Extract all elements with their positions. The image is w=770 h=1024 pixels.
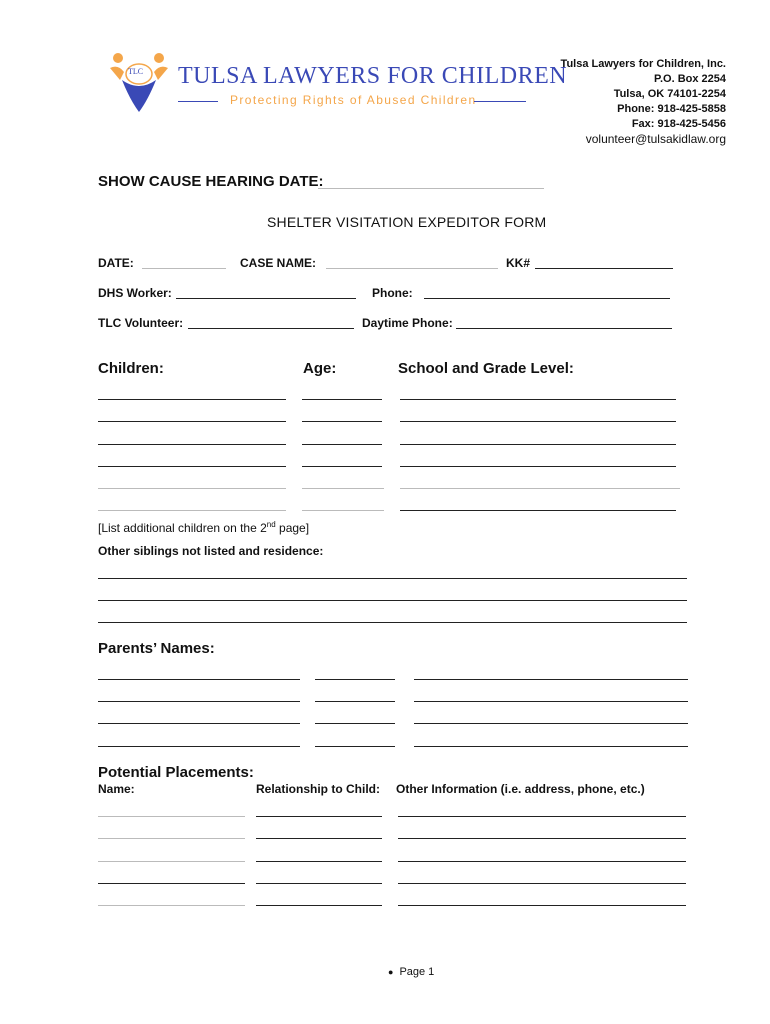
case-name-field[interactable] xyxy=(326,268,498,269)
address-email: volunteer@tulsakidlaw.org xyxy=(585,132,726,146)
child-name-field[interactable] xyxy=(98,466,286,467)
child-school-field[interactable] xyxy=(400,399,676,400)
child-name-field[interactable] xyxy=(98,399,286,400)
note-sup: nd xyxy=(266,520,276,529)
placement-other-field[interactable] xyxy=(398,905,686,906)
logo xyxy=(104,50,568,120)
daytime-phone-field[interactable] xyxy=(456,328,672,329)
phone-label: Phone: xyxy=(372,286,413,300)
placement-relationship-field[interactable] xyxy=(256,816,382,817)
child-age-field[interactable] xyxy=(302,466,382,467)
child-name-field[interactable] xyxy=(98,444,286,445)
parent-name-field[interactable] xyxy=(98,746,300,747)
school-column-header: School and Grade Level: xyxy=(398,360,574,377)
siblings-field[interactable] xyxy=(98,622,687,623)
placement-name-field[interactable] xyxy=(98,883,245,884)
phone-field[interactable] xyxy=(424,298,670,299)
placement-name-field[interactable] xyxy=(98,838,245,839)
placement-relationship-field[interactable] xyxy=(256,838,382,839)
placements-heading: Potential Placements: xyxy=(98,764,254,781)
child-name-field[interactable] xyxy=(98,510,286,511)
date-field[interactable] xyxy=(142,268,226,269)
note-prefix: [List additional children on the 2 xyxy=(98,521,267,535)
other-siblings-label: Other siblings not listed and residence: xyxy=(98,544,324,558)
dhs-worker-field[interactable] xyxy=(176,298,356,299)
parent-info-field[interactable] xyxy=(414,723,688,724)
siblings-field[interactable] xyxy=(98,600,687,601)
show-cause-label: SHOW CAUSE HEARING DATE: xyxy=(98,173,324,190)
child-age-field[interactable] xyxy=(302,421,382,422)
address-fax: Fax: 918-425-5456 xyxy=(631,118,726,130)
kk-field[interactable] xyxy=(535,268,673,269)
dhs-worker-label: DHS Worker: xyxy=(98,286,172,300)
placement-relationship-field[interactable] xyxy=(256,883,382,884)
parent-mid-field[interactable] xyxy=(315,679,395,680)
placement-name-field[interactable] xyxy=(98,905,245,906)
additional-children-note xyxy=(98,520,309,535)
placement-other-field[interactable] xyxy=(398,838,686,839)
logo-figure-icon xyxy=(104,50,176,118)
parent-info-field[interactable] xyxy=(414,679,688,680)
placement-other-column-header: Other Information (i.e. address, phone, etc.) xyxy=(396,782,645,796)
address-phone: Phone: 918-425-5858 xyxy=(617,103,726,115)
note-suffix: page] xyxy=(275,521,310,535)
tlc-volunteer-label: TLC Volunteer: xyxy=(98,316,184,330)
placement-other-field[interactable] xyxy=(398,861,686,862)
kk-label: KK# xyxy=(506,256,531,270)
child-name-field[interactable] xyxy=(98,421,286,422)
parent-mid-field[interactable] xyxy=(315,746,395,747)
child-school-field[interactable] xyxy=(400,510,676,511)
daytime-phone-label: Daytime Phone: xyxy=(362,316,453,330)
placement-other-field[interactable] xyxy=(398,816,686,817)
date-label: DATE: xyxy=(98,256,134,270)
bullet-icon: ● xyxy=(388,967,394,977)
child-age-field[interactable] xyxy=(302,510,384,511)
logo-tlc-mark: TLC xyxy=(128,67,144,76)
child-name-field[interactable] xyxy=(98,488,286,489)
address-po-box: P.O. Box 2254 xyxy=(654,73,726,85)
page-number: Page 1 xyxy=(399,966,435,978)
placement-name-field[interactable] xyxy=(98,861,245,862)
logo-tagline: Protecting Rights of Abused Children xyxy=(230,93,477,107)
placement-name-field[interactable] xyxy=(98,816,245,817)
placement-relationship-column-header: Relationship to Child: xyxy=(256,782,380,796)
show-cause-field[interactable] xyxy=(318,188,544,189)
parent-name-field[interactable] xyxy=(98,723,300,724)
address-city: Tulsa, OK 74101-2254 xyxy=(613,88,726,100)
child-age-field[interactable] xyxy=(302,444,382,445)
logo-org-name: TULSA LAWYERS FOR CHILDREN xyxy=(178,63,568,89)
siblings-field[interactable] xyxy=(98,578,687,579)
parent-name-field[interactable] xyxy=(98,701,300,702)
page-footer xyxy=(388,966,434,978)
child-school-field[interactable] xyxy=(400,466,676,467)
child-school-field[interactable] xyxy=(400,444,676,445)
address-block xyxy=(561,57,726,147)
child-school-field[interactable] xyxy=(400,421,676,422)
placement-relationship-field[interactable] xyxy=(256,861,382,862)
parents-heading: Parents’ Names: xyxy=(98,640,215,657)
child-age-field[interactable] xyxy=(302,488,384,489)
placement-relationship-field[interactable] xyxy=(256,905,382,906)
logo-tagline-line-right xyxy=(474,101,526,102)
children-column-header: Children: xyxy=(98,360,164,377)
placement-other-field[interactable] xyxy=(398,883,686,884)
parent-mid-field[interactable] xyxy=(315,701,395,702)
form-title: SHELTER VISITATION EXPEDITOR FORM xyxy=(267,214,547,230)
child-school-field[interactable] xyxy=(400,488,680,489)
logo-tagline-line-left xyxy=(178,101,218,102)
child-age-field[interactable] xyxy=(302,399,382,400)
address-org: Tulsa Lawyers for Children, Inc. xyxy=(560,58,726,70)
tlc-volunteer-field[interactable] xyxy=(188,328,354,329)
parent-mid-field[interactable] xyxy=(315,723,395,724)
case-name-label: CASE NAME: xyxy=(240,256,317,270)
parent-info-field[interactable] xyxy=(414,746,688,747)
placement-name-column-header: Name: xyxy=(98,782,135,796)
age-column-header: Age: xyxy=(303,360,337,377)
parent-info-field[interactable] xyxy=(414,701,688,702)
parent-name-field[interactable] xyxy=(98,679,300,680)
